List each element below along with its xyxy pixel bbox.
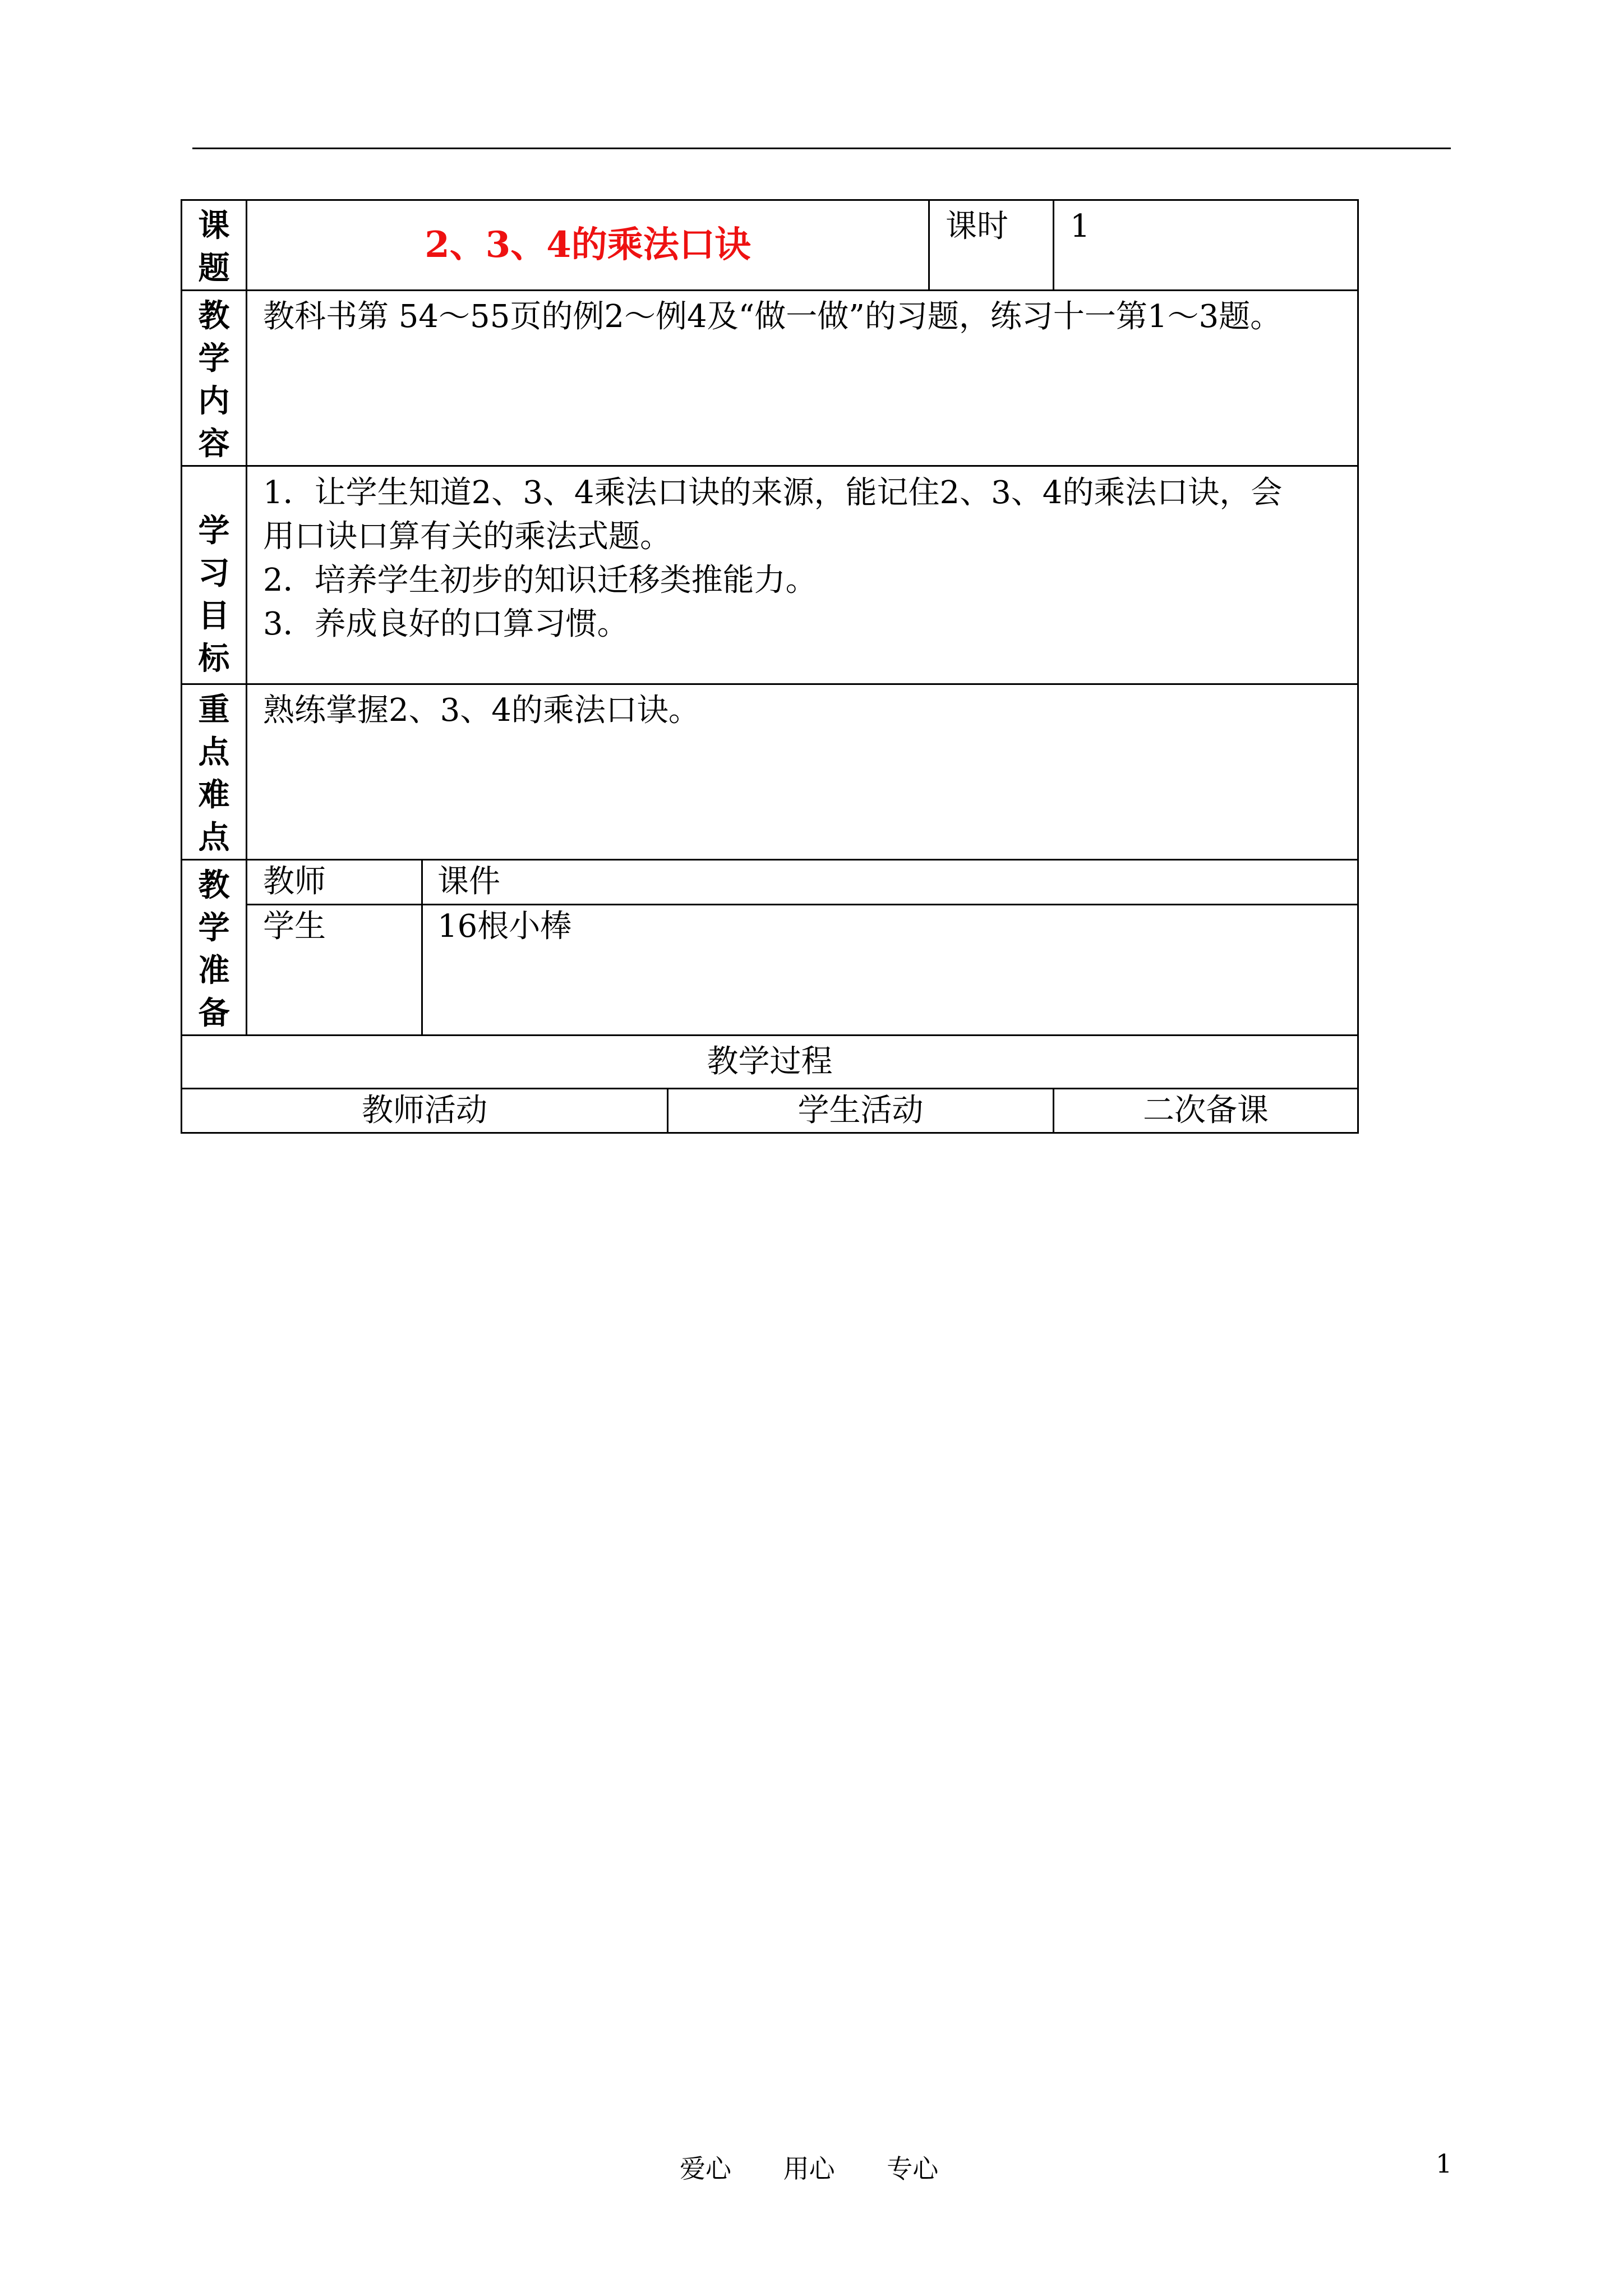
row-content	[182, 291, 1358, 466]
key-points-text: 熟练掌握2、3、4的乘法口诀。	[247, 684, 1358, 860]
goal-line-3: 3．养成良好的口算习惯。	[263, 606, 629, 642]
slogan-3: 专心	[887, 2154, 939, 2184]
content-text: 教科书第 54～55页的例2～例4及“做一做”的习题，练习十一第1～3题。	[247, 291, 1358, 466]
slogan-1: 爱心	[680, 2154, 731, 2184]
label-prep: 教 学 准 备	[182, 860, 247, 1036]
row-process-title	[182, 1036, 1358, 1089]
goal-line-1: 1．让学生知道2、3、4乘法口诀的来源，能记住2、3、4的乘法口诀，会	[263, 475, 1283, 511]
label-goals: 学 习 目 标	[182, 466, 247, 684]
row-prep-teacher	[182, 860, 1358, 905]
slogan-2: 用心	[783, 2154, 835, 2184]
period-value: 1	[1054, 200, 1358, 291]
goals-text	[247, 466, 1358, 684]
row-key-points	[182, 684, 1358, 860]
prep-student-label: 学生	[247, 905, 422, 1036]
page-number: 1	[1436, 2148, 1453, 2179]
row-title	[182, 200, 1358, 291]
label-topic: 课 题	[182, 200, 247, 291]
goal-line-1-cont: 用口诀口算有关的乘法式题。	[263, 518, 671, 555]
row-process-columns	[182, 1089, 1358, 1133]
lesson-title: 2、3、4的乘法口诀	[247, 200, 929, 291]
row-goals	[182, 466, 1358, 684]
header-rule	[192, 148, 1451, 149]
label-content: 教 学 内 容	[182, 291, 247, 466]
lesson-plan-table	[181, 199, 1359, 1134]
goal-line-2: 2．培养学生初步的知识迁移类推能力。	[263, 562, 817, 599]
label-period: 课时	[929, 200, 1054, 291]
prep-teacher-value: 课件	[422, 860, 1358, 905]
row-prep-student	[182, 905, 1358, 1036]
process-title: 教学过程	[182, 1036, 1358, 1089]
col-second-prep: 二次备课	[1054, 1089, 1358, 1133]
col-teacher-activity: 教师活动	[182, 1089, 668, 1133]
label-key-points: 重 点 难 点	[182, 684, 247, 860]
col-student-activity: 学生活动	[668, 1089, 1054, 1133]
prep-student-value: 16根小棒	[422, 905, 1358, 1036]
prep-teacher-label: 教师	[247, 860, 422, 905]
footer-slogan	[680, 2148, 982, 2185]
